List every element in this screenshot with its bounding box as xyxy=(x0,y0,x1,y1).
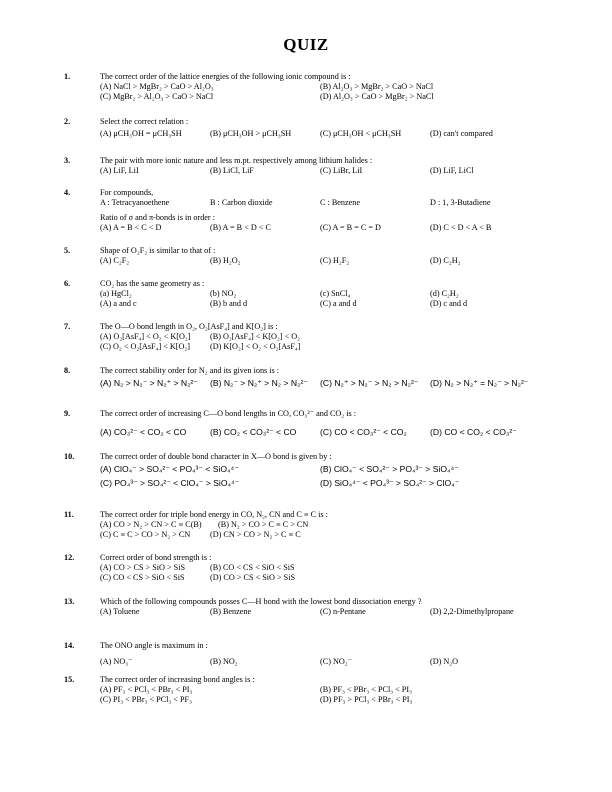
option-d: (D) PF₃ > PCl₃ < PBr₃ < PI₃ xyxy=(320,695,413,704)
option-a: (A) C₂F₂ xyxy=(100,256,130,265)
option-a: (A) A = B < C < D xyxy=(100,223,162,232)
option-c: (C) O₂ < O₂[AsF₄] < K[O₂] xyxy=(100,342,191,351)
question-stem: Which of the following compounds posses C—H bond with the lowest bond dissociation energy ? xyxy=(100,597,422,606)
question-number: 11. xyxy=(64,510,74,519)
question-number: 7. xyxy=(64,322,71,331)
question-number: 6. xyxy=(64,279,71,288)
question-5 xyxy=(64,246,564,266)
option-a: (A) CO > CS > SiO > SiS xyxy=(100,563,186,572)
option-a: (A) ClO₄⁻ > SO₄²⁻ < PO₄³⁻ < SiO₄⁴⁻ xyxy=(100,464,239,474)
question-number: 9. xyxy=(64,409,71,418)
option-d: (D) CO < CO₂ < CO₃²⁻ xyxy=(430,427,517,437)
question-stem: Select the correct relation : xyxy=(100,117,189,126)
item-b: (b) NO₂ xyxy=(210,289,237,298)
option-c: (C) a and d xyxy=(320,299,357,308)
option-a: (A) CO₃²⁻ < CO₂ < CO xyxy=(100,427,187,437)
option-d: (D) Al₂O₃ > CaO > MgBr₂ > NaCl xyxy=(320,92,434,101)
question-14 xyxy=(64,641,564,669)
question-stem: CO₂ has the same geometry as : xyxy=(100,279,205,288)
question-10 xyxy=(64,452,564,490)
option-c: (C) MgBr₂ > Al₂O₃ > CaO > NaCl xyxy=(100,92,214,101)
question-stem-2: Ratio of σ and π-bonds is in order : xyxy=(100,213,215,222)
option-a: (A) μCH₃OH = μCH₃SH xyxy=(100,129,182,138)
option-c: (C) CO < CO₃²⁻ < CO₂ xyxy=(320,427,407,437)
option-b: (B) CO₂ < CO₃²⁻ < CO xyxy=(210,427,297,437)
compound-b: B : Carbon dioxide xyxy=(210,198,273,207)
question-number: 4. xyxy=(64,188,71,197)
question-3 xyxy=(64,156,564,176)
compound-d: D : 1, 3-Butadiene xyxy=(430,198,491,207)
question-number: 14. xyxy=(64,641,75,650)
option-b: (B) Al₂O₃ > MgBr₂ > CaO > NaCl xyxy=(320,82,434,91)
compound-c: C : Benzene xyxy=(320,198,361,207)
option-b: (B) N₂ > CO > C ≡ C > CN xyxy=(218,520,309,529)
option-c: (C) N₂⁺ > N₂⁻ > N₂ > N₂²⁻ xyxy=(320,378,419,388)
option-b: (B) ClO₄⁻ < SO₄²⁻ > PO₄³⁻ > SiO₄⁴⁻ xyxy=(320,464,459,474)
item-a: (a) HgCl₂ xyxy=(100,289,132,298)
option-d: (D) C < D < A < B xyxy=(430,223,492,232)
question-13 xyxy=(64,597,564,617)
option-d: (D) N₂ > N₂⁺ = N₂⁻ > N₂²⁻ xyxy=(430,378,529,388)
question-number: 3. xyxy=(64,156,71,165)
question-stem: The correct order of increasing C—O bond lengths in CO, CO₃²⁻ and CO₂ is : xyxy=(100,409,357,418)
question-stem: The pair with more ionic nature and less m.pt. respectively among lithium halides : xyxy=(100,156,373,165)
option-d: (D) SiO₄⁴⁻ < PO₄³⁻ > SO₄²⁻ > ClO₄⁻ xyxy=(320,478,460,488)
option-a: (A) NO₃⁻ xyxy=(100,657,133,666)
question-stem: The correct stability order for N₂ and its given ions is : xyxy=(100,366,280,375)
option-b: (B) H₂O₂ xyxy=(210,256,241,265)
question-12 xyxy=(64,553,564,583)
item-c: (c) SnCl₄ xyxy=(320,289,351,298)
compound-a: A : Tetracyanoethene xyxy=(100,198,170,207)
question-9 xyxy=(64,409,564,439)
question-number: 5. xyxy=(64,246,71,255)
option-b: (B) Benzene xyxy=(210,607,252,616)
page-title: QUIZ xyxy=(283,35,329,54)
question-1 xyxy=(64,72,564,102)
option-c: (C) PO₄³⁻ > SO₄²⁻ < ClO₄⁻ > SiO₄⁴⁻ xyxy=(100,478,240,488)
option-c: (C) LiBr, LiI xyxy=(320,166,363,175)
question-stem: The O—O bond length in O₂, O₂[AsF₄] and K[O₂] is : xyxy=(100,322,278,331)
question-stem: For compounds, xyxy=(100,188,154,197)
question-number: 8. xyxy=(64,366,71,375)
option-b: (B) μCH₃OH > μCH₃SH xyxy=(210,129,292,138)
question-stem: The correct order of the lattice energies of the following ionic compound is : xyxy=(100,72,351,81)
question-number: 12. xyxy=(64,553,75,562)
option-a: (A) a and c xyxy=(100,299,137,308)
option-c: (C) C ≡ C > CO > N₂ > CN xyxy=(100,530,191,539)
option-b: (B) NO₂ xyxy=(210,657,238,666)
option-b: (B) b and d xyxy=(210,299,248,308)
option-c: (C) H₂F₂ xyxy=(320,256,350,265)
question-6 xyxy=(64,279,564,309)
option-d: (D) CN > CO > N₂ > C ≡ C xyxy=(210,530,301,539)
question-number: 15. xyxy=(64,675,75,684)
option-c: (C) CO < CS > SiO < SiS xyxy=(100,573,185,582)
question-number: 2. xyxy=(64,117,71,126)
question-stem: The correct order of double bond character in X—O bond is given by : xyxy=(100,452,332,461)
question-number: 10. xyxy=(64,452,75,461)
option-c: (C) PI₃ < PBr₃ < PCl₃ < PF₃ xyxy=(100,695,192,704)
question-7 xyxy=(64,322,564,352)
question-number: 1. xyxy=(64,72,71,81)
option-b: (B) LiCl, LiF xyxy=(210,166,254,175)
question-stem: Correct order of bond strength is : xyxy=(100,553,212,562)
option-a: (A) N₂ > N₂⁻ > N₂⁺ > N₂²⁻ xyxy=(100,378,198,388)
question-2 xyxy=(64,117,564,141)
question-number: 13. xyxy=(64,597,75,606)
option-a: (A) NaCl > MgBr₂ > CaO > Al₂O₃ xyxy=(100,82,214,91)
question-stem: Shape of O₂F₂ is similar to that of : xyxy=(100,246,216,255)
option-d: (D) N₂O xyxy=(430,657,459,666)
option-d: (D) can't compared xyxy=(430,129,493,138)
question-stem: The ONO angle is maximum in : xyxy=(100,641,208,650)
option-a: (A) CO > N₂ > CN > C ≡ C(B) xyxy=(100,520,202,529)
option-a: (A) Toluene xyxy=(100,607,140,616)
option-a: (A) PF₃ < PCl₃ < PBr₃ < PI₃ xyxy=(100,685,193,694)
option-b: (B) A = B < D < C xyxy=(210,223,271,232)
option-a: (A) LiF, LiI xyxy=(100,166,139,175)
question-stem: The correct order of increasing bond angles is : xyxy=(100,675,255,684)
item-d: (d) C₂H₂ xyxy=(430,289,459,298)
question-15 xyxy=(64,675,564,705)
option-d: (D) C₂H₂ xyxy=(430,256,461,265)
question-stem: The correct order for triple bond energy in CO, N₂, CN and C ≡ C is : xyxy=(100,510,328,519)
question-8 xyxy=(64,366,564,390)
option-b: (B) N₂⁻ > N₂⁺ > N₂ > N₂²⁻ xyxy=(210,378,308,388)
option-b: (B) PF₃ < PBr₃ < PCl₃ < PI₃ xyxy=(320,685,412,694)
option-c: (C) n-Pentane xyxy=(320,607,366,616)
option-d: (D) CO > CS < SiO > SiS xyxy=(210,573,296,582)
option-c: (C) A = B = C = D xyxy=(320,223,381,232)
option-c: (C) μCH₃OH < μCH₃SH xyxy=(320,129,402,138)
option-b: (B) CO < CS < SiO < SiS xyxy=(210,563,295,572)
question-4 xyxy=(64,188,564,233)
option-d: (D) LiF, LiCl xyxy=(430,166,474,175)
option-d: (D) c and d xyxy=(430,299,468,308)
question-11 xyxy=(64,510,564,540)
option-d: (D) K[O₂] < O₂ < O₂[AsF₄] xyxy=(210,342,301,351)
option-c: (C) NO₂⁻ xyxy=(320,657,352,666)
option-b: (B) O₂[AsF₄] < K[O₂] < O₂ xyxy=(210,332,301,341)
option-a: (A) O₂[AsF₄] < O₂ < K[O₂] xyxy=(100,332,191,341)
option-d: (D) 2,2-Dimethylpropane xyxy=(430,607,514,616)
